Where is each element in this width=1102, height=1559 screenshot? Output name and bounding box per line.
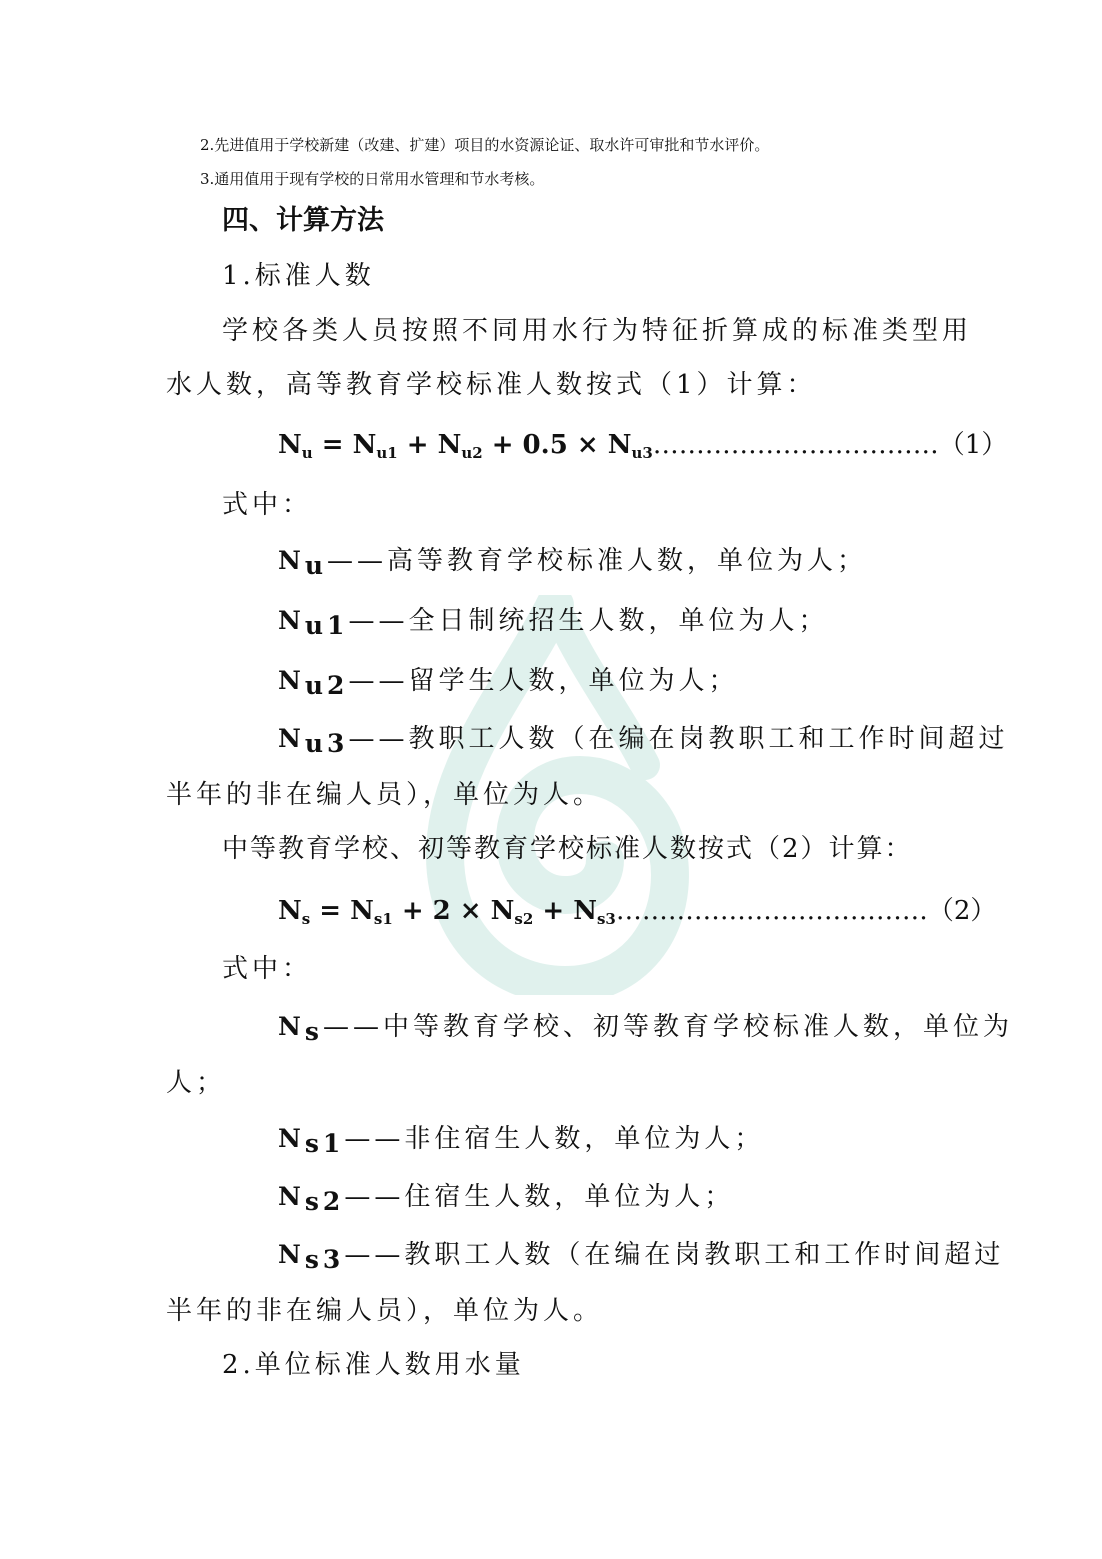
- definition-nu3: $N_{u3}——$教职工人数（在编在岗教职工和工作时间超过: [278, 724, 1009, 758]
- paragraph-1-line-1: 学校各类人员按照不同用水行为特征折算成的标准类型用: [222, 316, 973, 346]
- equation-number-1: （1）: [938, 430, 1008, 460]
- subsection-2-title: 2.单位标准人数用水量: [222, 1350, 525, 1380]
- definition-nu: $N_u——$高等教育学校标准人数，单位为人；: [278, 546, 868, 580]
- subsection-1-title: 1.标准人数: [222, 261, 375, 291]
- definition-ns2: $N_{s2}——$住宿生人数，单位为人；: [278, 1182, 735, 1216]
- formula-2: $N_s = N_{s1} + 2 \times N_{s2}$ + $N_{s3}\dots\dots\dots\dots\dots\dots\dots\dots\dots\dots\dots\dots(2)$: [278, 896, 997, 928]
- note-2: 2.先进值用于学校新建（改建、扩建）项目的水资源论证、取水许可审批和节水评价。: [200, 136, 770, 154]
- section-title: 四、计算方法: [222, 205, 384, 236]
- definition-nu2: $N_{u2}——$留学生人数，单位为人；: [278, 666, 739, 700]
- where-label-1: 式中：: [222, 490, 313, 520]
- definition-nu1: $N_{u1}——$全日制统招生人数，单位为人；: [278, 606, 829, 640]
- note-3: 3.通用值用于现有学校的日常用水管理和节水考核。: [200, 170, 545, 188]
- definition-ns1: $N_{s1}——$非住宿生人数，单位为人；: [278, 1124, 765, 1158]
- where-label-2: 式中：: [222, 954, 313, 984]
- definition-ns3-continued: 半年的非在编人员），单位为人。: [166, 1296, 604, 1326]
- formula-1: $N_u = N_{u1} + N_{u2} + 0.5$ × $N_{u3}\dots\dots\dots\dots\dots\dots\dots\dots\dots\dots\dots(1)$: [278, 430, 1008, 462]
- definition-ns: $N_s——$中等教育学校、初等教育学校标准人数，单位为: [278, 1012, 1013, 1046]
- paragraph-2: 中等教育学校、初等教育学校标准人数按式（2）计算：: [222, 834, 913, 864]
- equation-number-2: （2）: [927, 896, 997, 926]
- paragraph-1-line-2: 水人数，高等教育学校标准人数按式（1）计算：: [166, 370, 817, 400]
- definition-ns3: $N_{s3}——$教职工人数（在编在岗教职工和工作时间超过: [278, 1240, 1005, 1274]
- definition-ns-continued: 人；: [166, 1068, 227, 1098]
- definition-nu3-continued: 半年的非在编人员），单位为人。: [166, 780, 604, 810]
